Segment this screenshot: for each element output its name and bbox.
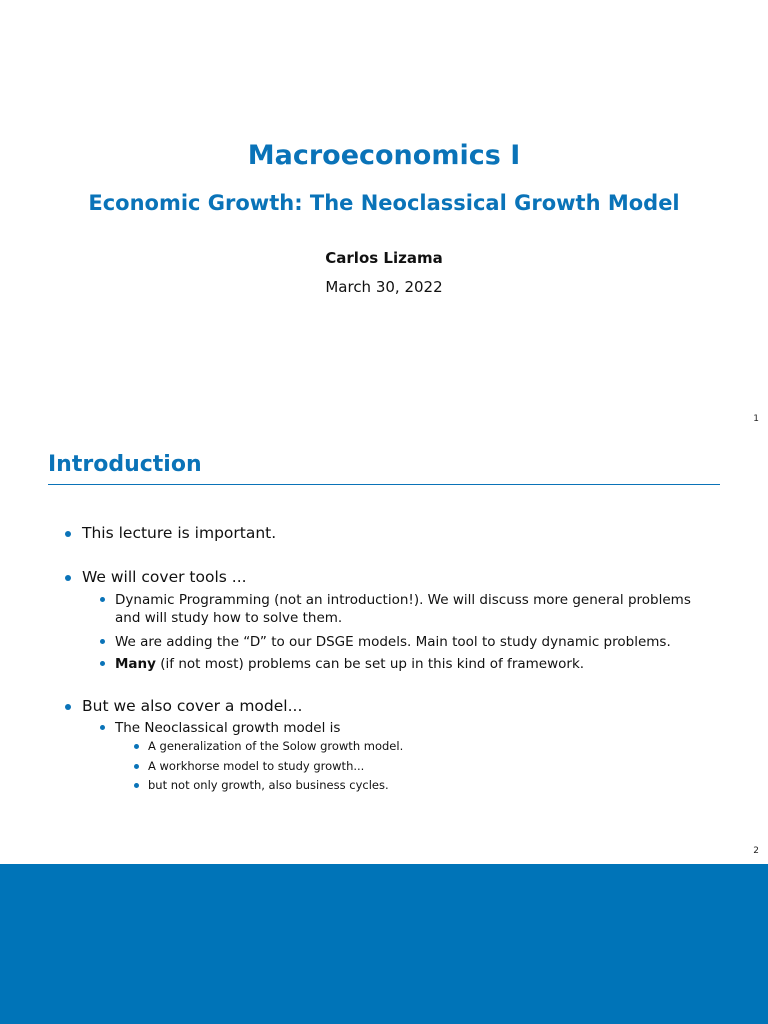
bullet-icon [134, 783, 139, 788]
bullet-icon [100, 639, 105, 644]
bullet-text: (if not most) problems can be set up in this kind of framework. [155, 656, 585, 672]
bullet-text: A workhorse model to study growth... [148, 759, 365, 773]
page-number: 1 [753, 414, 759, 424]
frame-title: Introduction [48, 452, 202, 477]
author-name: Carlos Lizama [325, 249, 443, 267]
introduction-slide [0, 432, 768, 864]
list-item [134, 778, 389, 793]
list-item [100, 591, 710, 627]
bullet-text: Dynamic Programming (not an introduction!). We will discuss more general problems and will study how to solve them. [115, 592, 691, 626]
page-number: 2 [753, 846, 759, 856]
list-item [65, 568, 247, 586]
bullet-icon [134, 744, 139, 749]
bullet-text-group [115, 655, 584, 673]
next-slide-banner [0, 864, 768, 1024]
list-item [65, 697, 302, 715]
list-item [100, 719, 710, 737]
title-slide [0, 0, 768, 432]
bullet-text: But we also cover a model... [82, 697, 303, 715]
list-item [134, 739, 403, 754]
title-divider [48, 484, 720, 485]
bullet-icon [65, 575, 71, 581]
list-item [100, 655, 710, 673]
bullet-icon [65, 704, 71, 710]
bullet-text: The Neoclassical growth model is [115, 720, 341, 736]
list-item [100, 633, 710, 651]
bullet-text: We are adding the “D” to our DSGE models. Main tool to study dynamic problems. [115, 634, 671, 650]
list-item [65, 524, 276, 542]
bullet-text: We will cover tools ... [82, 568, 247, 586]
bullet-icon [65, 531, 71, 537]
bullet-icon [134, 764, 139, 769]
bullet-text: A generalization of the Solow growth model. [148, 739, 404, 753]
bullet-icon [100, 725, 105, 730]
list-item [134, 759, 364, 774]
bullet-text: but not only growth, also business cycles. [148, 778, 389, 792]
bullet-icon [100, 597, 105, 602]
bullet-text: This lecture is important. [82, 524, 277, 542]
bold-text: Many [115, 656, 156, 672]
slide-title: Macroeconomics I [247, 140, 521, 171]
presentation-date: March 30, 2022 [325, 278, 443, 296]
slide-subtitle: Economic Growth: The Neoclassical Growth Model [88, 191, 680, 215]
bullet-icon [100, 661, 105, 666]
